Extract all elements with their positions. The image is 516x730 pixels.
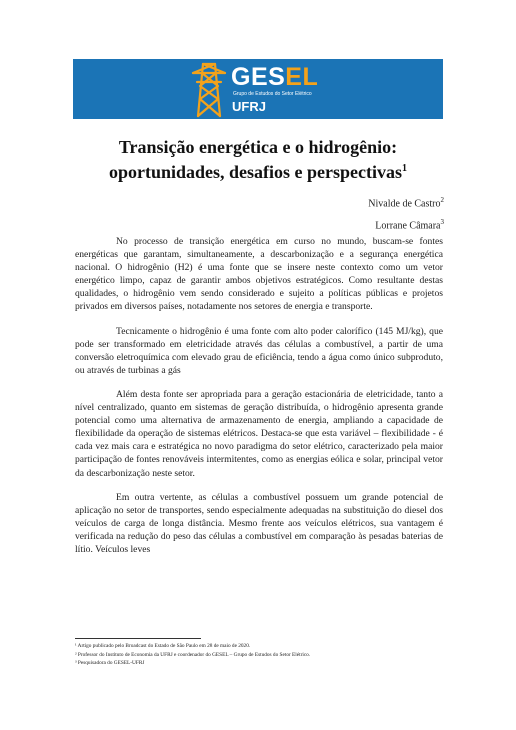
title-line-2: oportunidades, desafios e perspectivas$^1$: [108, 162, 407, 182]
author-footnote-mark: 3: [440, 218, 444, 226]
header-banner: [73, 59, 443, 119]
author-2: Lorrane Câmara$^3$: [375, 218, 444, 232]
logo-institution: UFRJ: [232, 99, 266, 114]
page-title: [73, 136, 443, 183]
paragraph: No processo de transição energética em curso no mundo, buscam-se fontes energéticas que garantam, simultaneamente, a descarbonização e a segurança energética nacional. O hidrogênio (H2) é uma fonte que se insere neste contexto como um vetor energético limpo, capaz de garantir ambos objetivos estratégicos. Como resultante destas qualidades, o hidrogênio vem sendo considerado e sujeito a políticas públicas e projetos privados em diversos países, notadamente nos setores de energia e transporte.: [75, 236, 443, 313]
article-body: [75, 235, 443, 567]
author-1: Nivalde de Castro$^2$: [368, 196, 444, 210]
footnote: ² Professor do Instituto de Economia da UFRJ e coordenador do GESEL – Grupo de Estudos do Setor Elétrico.: [75, 651, 311, 658]
footnote: ³ Pesquisadora do GESEL-UFRJ: [75, 660, 145, 667]
footnotes: [75, 642, 443, 668]
logo-name: GESEL: [231, 63, 319, 91]
author-footnote-mark: 2: [440, 196, 444, 204]
footnote-divider: [75, 638, 201, 639]
logo-subtitle: Grupo de Estudos do Setor Elétrico: [233, 91, 312, 97]
paragraph: Tecnicamente o hidrogênio é uma fonte com alto poder calorífico (145 MJ/kg), que pode ser transformado em eletricidade através das células a combustível, a partir de uma conversão eletroquímica com elevado grau de eficiência, tendo a água como único subproduto, ou através de turbinas a gás: [75, 325, 443, 376]
title-footnote-mark: 1: [402, 163, 407, 174]
paragraph: Em outra vertente, as células a combustível possuem um grande potencial de aplicação no setor de transportes, sendo especialmente adequadas na substituição do diesel dos veículos de carga de longa distância. Mesmo frente aos veículos elétricos, sua vantagem é verificada na redução do peso das células a combustível em comparação às pesadas baterias de lítio. Veículos leves: [75, 491, 443, 555]
transmission-tower-icon: [189, 60, 229, 118]
paragraph: Além desta fonte ser apropriada para a geração estacionária de eletricidade, tanto a nível centralizado, quanto em sistemas de geração distribuída, o hidrogênio apresenta grande potencial como uma alternativa de armazenamento de energia, ampliando a capacidade de flexibilidade da operação de sistemas elétricos. Destaca-se que esta variável – flexibilidade - é cada vez mais cara e estratégica no novo paradigma do setor elétrico, caracterizado pela maior participação de fontes renováveis intermitentes, como as energias eólica e solar, principal vetor da descarbonização neste setor.: [75, 388, 443, 479]
title-line-1: Transição energética e o hidrogênio:: [118, 137, 398, 157]
footnote: ¹ Artigo publicado pelo Broadcast do Estado de São Paulo em 28 de maio de 2020.: [75, 643, 251, 649]
